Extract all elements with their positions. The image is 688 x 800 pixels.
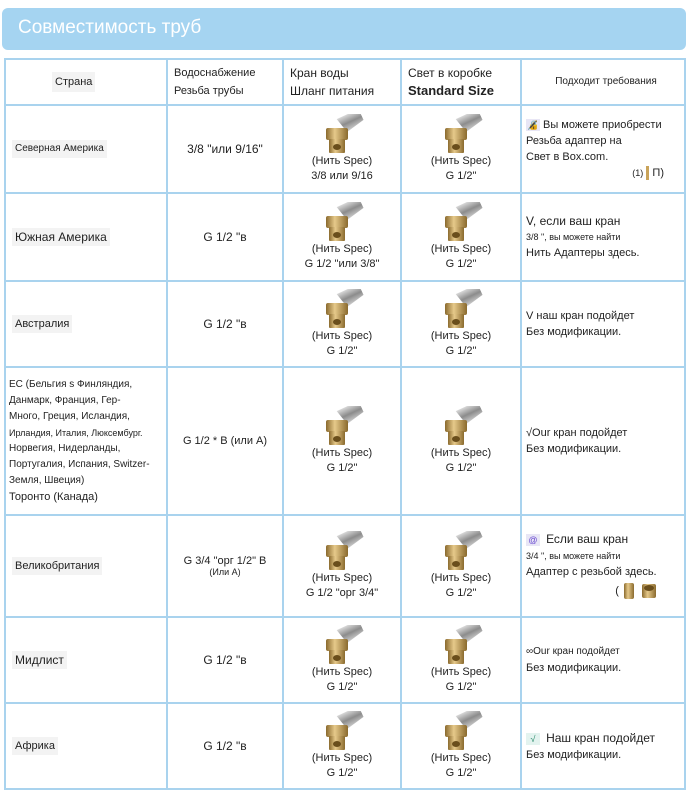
box-cell: (Нить Spec) G 1/2"	[401, 515, 521, 617]
compatibility-table	[4, 58, 686, 790]
country-cell: Великобритания	[5, 515, 167, 617]
country-cell: Мидлист	[5, 617, 167, 703]
box-cell: (Нить Spec) G 1/2"	[401, 703, 521, 789]
hose-fitting-icon	[439, 202, 483, 242]
table-row	[5, 367, 685, 515]
requirement-cell: V, если ваш кран 3/8 ", вы можете найти Нить Адаптеры здесь.	[521, 193, 685, 281]
faucet-cell: (Нить Spec) G 1/2 "или 3/8"	[283, 193, 401, 281]
hose-fitting-icon	[320, 625, 364, 665]
hose-fitting-icon	[439, 625, 483, 665]
table-row	[5, 515, 685, 617]
requirement-cell: @ Если ваш кран 3/4 ", вы можете найти Адаптер с резьбой здесь. (	[521, 515, 685, 617]
hose-fitting-icon	[439, 289, 483, 329]
hose-fitting-icon	[320, 711, 364, 751]
thread-cell: G 3/4 "орг 1/2" В (Или А)	[167, 515, 283, 617]
header-row	[5, 59, 685, 105]
hose-fitting-icon	[320, 114, 364, 154]
adapter-icon	[622, 580, 662, 602]
country-cell: ЕС (Бельгия s Финляндия, Данмарк, Франция, Гер- Много, Греция, Исландия, Ирландия, Италия, Люксембург. Норвегия, Нидерланды, Португалия, Испания, Switzer- Земля, Швеция) Торонто (Канада)	[5, 367, 167, 515]
check-icon: √	[526, 733, 540, 745]
header-water-supply: Водоснабжение Резьба трубы	[167, 59, 283, 105]
thread-cell: G 1/2 "в	[167, 617, 283, 703]
faucet-cell: (Нить Spec) G 1/2"	[283, 617, 401, 703]
hose-fitting-icon	[439, 406, 483, 446]
thread-cell: G 1/2 "в	[167, 281, 283, 367]
thread-cell: G 1/2 "в	[167, 193, 283, 281]
hose-fitting-icon	[320, 202, 364, 242]
table-row	[5, 105, 685, 193]
page-title: Совместимость труб	[18, 17, 202, 38]
faucet-cell: (Нить Spec) G 1/2"	[283, 703, 401, 789]
box-cell: (Нить Spec) G 1/2"	[401, 193, 521, 281]
country-cell: Южная Америка	[5, 193, 167, 281]
thread-cell: 3/8 "или 9/16"	[167, 105, 283, 193]
requirement-cell: √Our кран подойдет Без модификации.	[521, 367, 685, 515]
requirement-cell: V наш кран подойдет Без модификации.	[521, 281, 685, 367]
table-row	[5, 617, 685, 703]
header-country: Страна	[5, 59, 167, 105]
table-row	[5, 281, 685, 367]
header-faucet: Кран воды Шланг питания	[283, 59, 401, 105]
hose-fitting-icon	[320, 289, 364, 329]
table-row	[5, 703, 685, 789]
hose-fitting-icon	[320, 406, 364, 446]
adapter-icon	[646, 166, 649, 180]
country-cell: Северная Америка	[5, 105, 167, 193]
at-icon: @	[526, 534, 540, 546]
lock-icon: 🔏	[527, 120, 539, 130]
header-box: Свет в коробке Standard Size	[401, 59, 521, 105]
hose-fitting-icon	[320, 531, 364, 571]
box-cell: (Нить Spec) G 1/2"	[401, 105, 521, 193]
faucet-cell: (Нить Spec) G 1/2 "орг 3/4"	[283, 515, 401, 617]
box-cell: (Нить Spec) G 1/2"	[401, 281, 521, 367]
table-row	[5, 193, 685, 281]
thread-cell: G 1/2 * В (или А)	[167, 367, 283, 515]
country-cell: Австралия	[5, 281, 167, 367]
requirement-cell: 🔏 Вы можете приобрести Резьба адаптер на Свет в Box.com. (1) П)	[521, 105, 685, 193]
box-cell: (Нить Spec) G 1/2"	[401, 617, 521, 703]
faucet-cell: (Нить Spec) 3/8 или 9/16	[283, 105, 401, 193]
box-cell: (Нить Spec) G 1/2"	[401, 367, 521, 515]
requirement-cell: ∞Our кран подойдет Без модификации.	[521, 617, 685, 703]
faucet-cell: (Нить Spec) G 1/2"	[283, 367, 401, 515]
header-requirements: Подходит требования	[521, 59, 685, 105]
hose-fitting-icon	[439, 114, 483, 154]
requirement-cell: √ Наш кран подойдет Без модификации.	[521, 703, 685, 789]
title-bar	[2, 8, 686, 50]
faucet-cell: (Нить Spec) G 1/2"	[283, 281, 401, 367]
hose-fitting-icon	[439, 711, 483, 751]
hose-fitting-icon	[439, 531, 483, 571]
country-cell: Африка	[5, 703, 167, 789]
thread-cell: G 1/2 "в	[167, 703, 283, 789]
